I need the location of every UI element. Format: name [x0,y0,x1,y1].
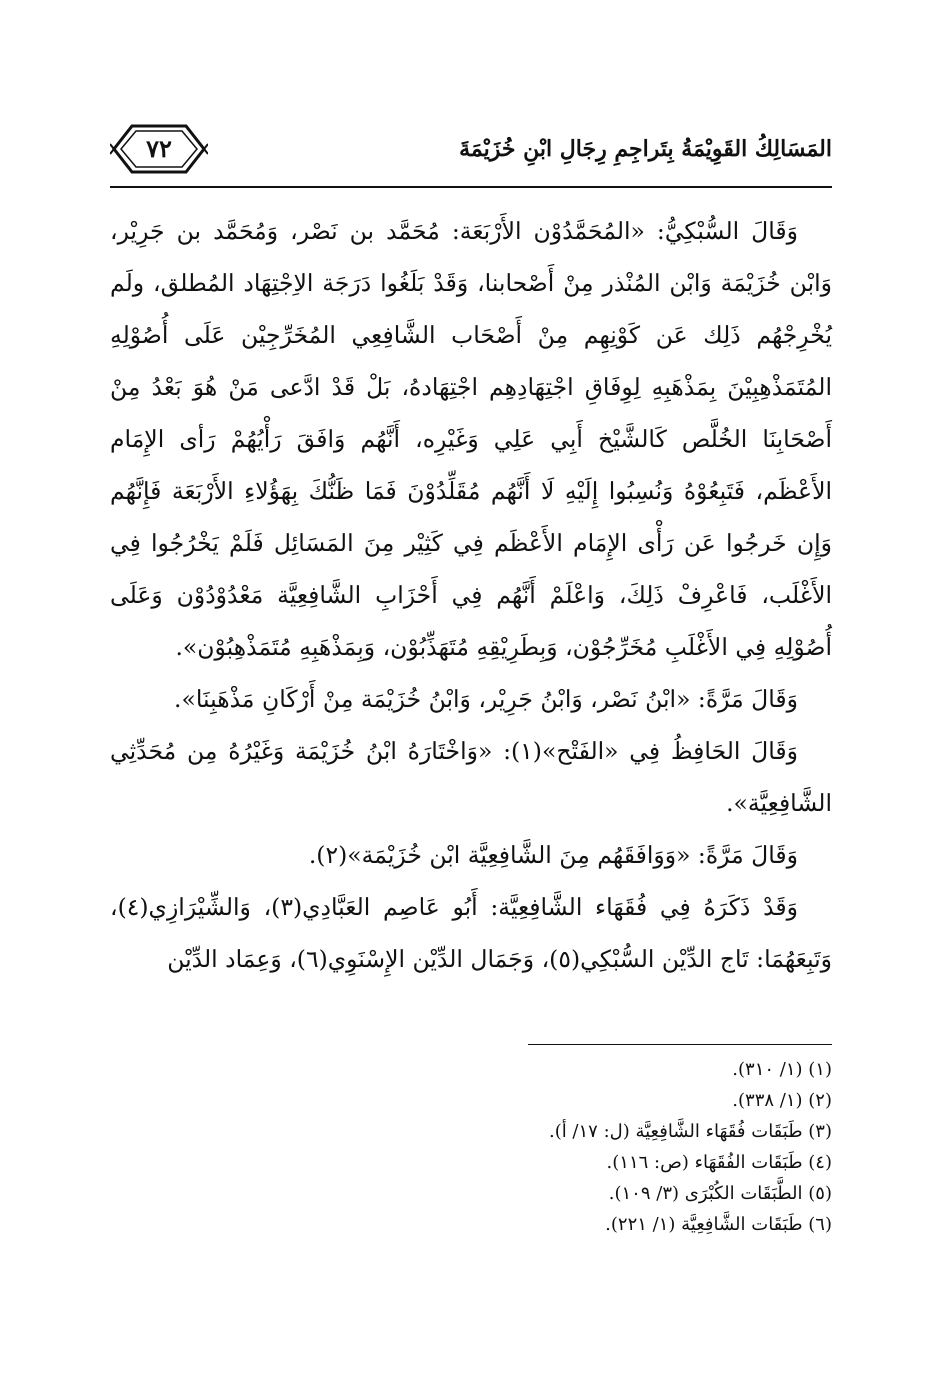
paragraph: وَقَالَ الحَافِظُ فِي «الفَتْح»(١): «وَاخْتَارَهُ ابْنُ خُزَيْمَة وَغَيْرُهُ مِن مُحَدِّثِي الشَّافِعِيَّة». [110,737,832,817]
footnote: (٥) الطَّبَقَات الكُبْرَى (٣/ ١٠٩). [608,1183,832,1204]
paragraph: وَقَالَ السُّبْكِيُّ: «المُحَمَّدُوْن الأَرْبَعَة: مُحَمَّد بن نَصْر، وَمُحَمَّد بن جَرِيْر، وَابْن خُزَيْمَة وَابْن المُنْذر مِنْ أَصْحابنا، وَقَدْ بَلَغُوا دَرَجَة الاِجْتِهَاد المُطلق، ولَم يُخْرِجْهُم ذَلِك عَن كَوْنِهِم مِنْ أَصْحَاب الشَّافِعِي المُخَرِّجِيْن عَلَى أُصُوْلِهِ المُتَمَذْهِبِيْنَ بِمَذْهَبِهِ لِوِفَاقِ اجْتِهَادِهِم اجْتِهَادهُ، بَلْ قَدْ ادَّعى مَنْ هُوَ بَعْدُ مِنْ أَصْحَابِنَا الخُلَّص كَالشَّيْخ أَبِي عَلِي وَغَيْرِه، أَنَّهُم وَافَقَ رَأْيُهُمْ رَأى الإِمَام الأَعْظَم، فَتَبِعُوْهُ وَنُسِبُوا إِلَيْهِ لَا أَنَّهُم مُقَلِّدُوْنَ فَمَا ظَنُّكَ بِهَؤُلاءِ الأَرْبَعَة فَإِنَّهُم وَإِن خَرجُوا عَن رَأْى الإِمَام الأَعْظَم فِي كَثِيْر مِنَ المَسَائِل فَلَمْ يَخْرُجُوا فِي الأَغْلَب، فَاعْرِفْ ذَلِكَ، وَاعْلَمْ أَنَّهُم فِي أَحْزَابِ الشَّافِعِيَّة مَعْدُوْدُوْن وَعَلَى أُصُوْلِهِ فِي الأَغْلَبِ مُخَرِّجُوْن، وَبِطَرِيْقِهِ مُتَهَذِّبُوْن، وَبِمَذْهَبِهِ مُتَمَذْهِبُوْن». [110,217,832,661]
running-title: المَسَالِكُ القَوِيْمَةُ بِتَراجِمِ رِجَالِ ابْنِ خُزَيْمَةَ [459,136,832,162]
page-number: ٧٢ [146,134,172,163]
footnote: (٣) طَبَقَات فُقَهَاء الشَّافِعِيَّة (ل: ١٧/ أ). [548,1121,832,1142]
footnotes [430,1054,832,1240]
paragraph: وَقَالَ مَرَّةً: «وَوَافَقَهُم مِنَ الشَّافِعِيَّة ابْن خُزَيْمَة»(٢). [308,841,798,869]
header-divider [110,186,832,188]
footnote: (١) (١/ ٣١٠). [732,1059,832,1080]
page-number-badge [110,122,208,176]
footnote: (٢) (١/ ٣٣٨). [732,1090,832,1111]
footnote-divider [528,1044,832,1045]
paragraph: وَقَالَ مَرَّةً: «ابْنُ نَصْر، وَابْنُ جَرِيْر، وَابْنُ خُزَيْمَة مِنْ أَرْكَانِ مَذْهَبِنَا». [174,685,798,713]
main-text [110,205,832,985]
paragraph: وَقَدْ ذَكَرَهُ فِي فُقَهَاء الشَّافِعِيَّة: أَبُو عَاصِم العَبَّادِي(٣)، وَالشِّيْرَازِي(٤)، وَتَبِعَهُمَا: تَاج الدِّيْن السُّبْكِي(٥)، وَجَمَال الدِّيْن الإِسْنَوِي(٦)، وَعِمَاد الدِّيْن [110,893,832,973]
page-header [110,118,832,188]
footnote: (٦) طَبَقَات الشَّافِعِيَّة (١/ ٢٢١). [605,1214,832,1235]
footnote: (٤) طَبَقَات الفُقَهَاء (ص: ١١٦). [606,1152,832,1173]
